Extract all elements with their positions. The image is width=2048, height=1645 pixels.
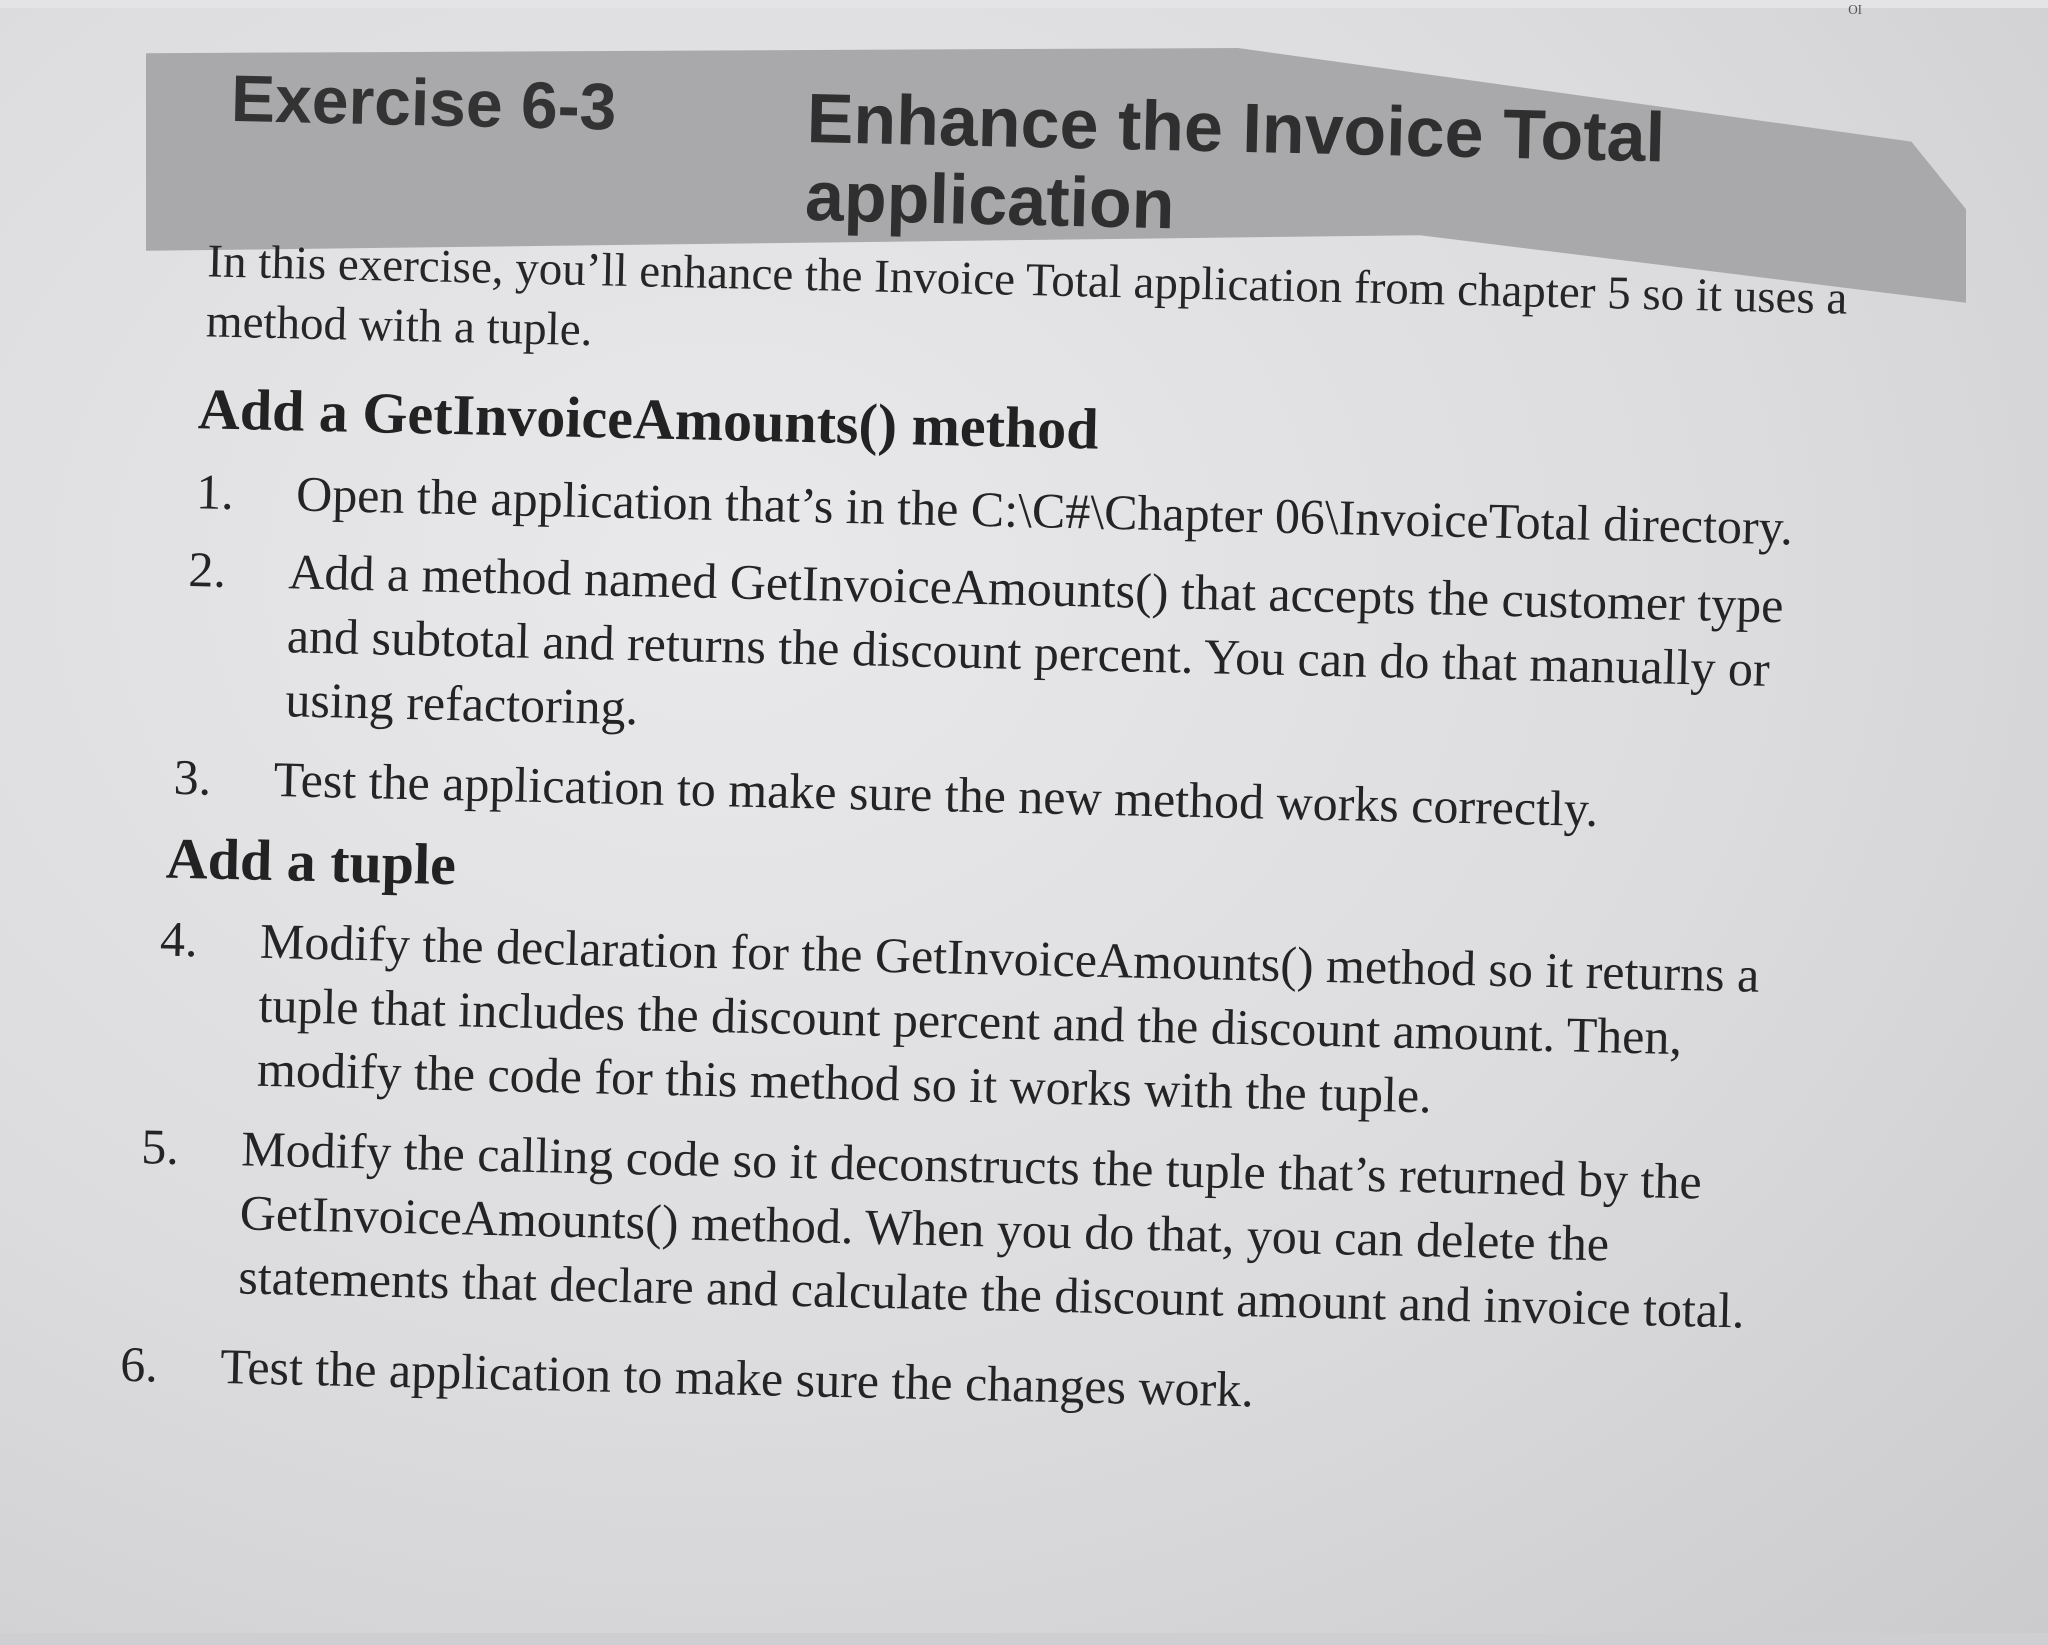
step-text: Test the application to make sure the changes work.	[219, 1337, 1255, 1418]
step-text: Modify the declaration for the GetInvoiceAmounts() method so it returns a tuple that includes the discount percent and the discount amount. Then, modify the code for this method so it works with the tuple.	[256, 912, 1760, 1124]
exercise-title: Enhance the Invoice Total application	[804, 78, 1666, 244]
step-2	[185, 537, 1869, 767]
page-corner-mark: ᴼᴵ	[1848, 0, 1862, 25]
step-number: 5.	[140, 1118, 180, 1175]
step-text: Test the application to make sure the new method works correctly.	[273, 751, 1599, 838]
step-number: 4.	[159, 910, 199, 968]
step-6	[120, 1332, 1801, 1434]
step-text: Modify the calling code so it deconstructs the tuple that’s returned by the GetInvoiceAmounts() method. When you do that, you can delete the statements that declare and calculate the discount amount and invoice total.	[237, 1120, 1746, 1339]
exercise-number: Exercise 6-3	[230, 60, 618, 144]
step-4	[156, 907, 1840, 1137]
section-heading-method: Add a GetInvoiceAmounts() method	[197, 376, 1100, 462]
step-5	[138, 1114, 1822, 1344]
step-number: 3.	[173, 748, 212, 806]
step-number: 6.	[119, 1335, 159, 1393]
intro-paragraph: In this exercise, you’ll enhance the Invoice Total application from chapter 5 so it uses a method with a tuple.	[205, 235, 1848, 357]
step-text: Add a method named GetInvoiceAmounts() that accepts the customer type and subtotal and returns the discount percent. You can do that manually or using refactoring.	[284, 543, 1785, 736]
step-number: 2.	[187, 541, 227, 598]
section-heading-tuple: Add a tuple	[165, 825, 457, 898]
step-number: 1.	[195, 463, 235, 521]
step-text: Open the application that’s in the C:\C#\Chapter 06\InvoiceTotal directory.	[295, 465, 1794, 556]
